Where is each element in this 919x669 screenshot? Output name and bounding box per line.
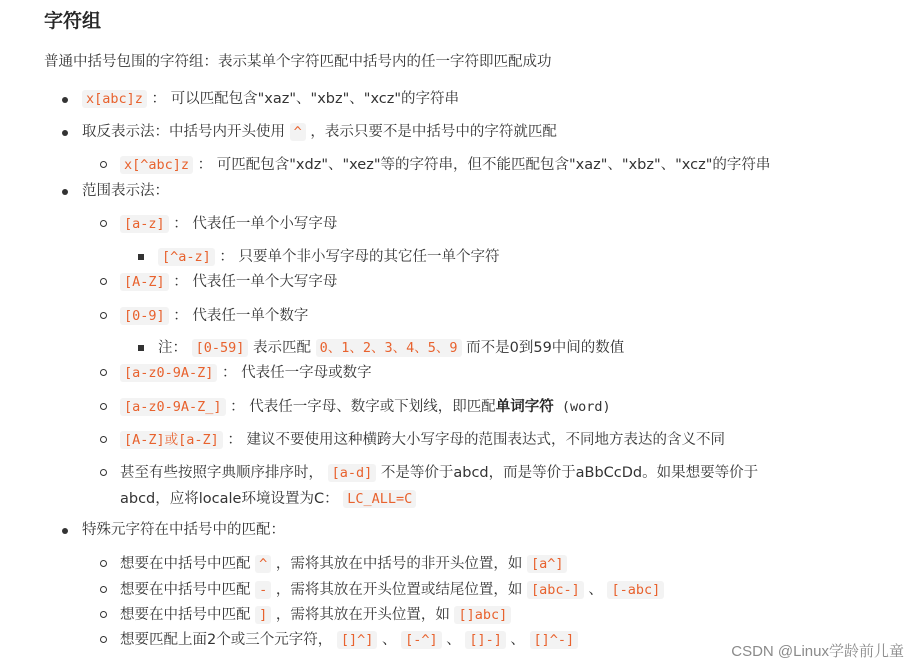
special-hyphen (120, 580, 664, 600)
bullet (62, 97, 68, 103)
item-text: ： 代表任一字母或数字 (217, 365, 372, 381)
item-text: 想要在中括号中匹配 (120, 607, 256, 623)
bold-term: 单词字符 (495, 399, 554, 415)
code-inline: [A-Z] (120, 273, 169, 291)
code-inline: [-abc] (607, 581, 664, 599)
special-caret (120, 554, 567, 574)
item-text: ： 可匹配包含"xdz"、"xez"等的字符串，但不能匹配包含"xaz"、"xbz"、"xcz"的字符串 (193, 157, 771, 173)
bullet (100, 560, 107, 567)
section-heading: 字符组 (44, 10, 102, 32)
code-inline: ^ (255, 555, 271, 573)
item-text: ，表示只要不是中括号中的字符就匹配 (305, 124, 557, 140)
bullet (100, 469, 107, 476)
code-inline: - (255, 581, 271, 599)
code-inline: LC_ALL=C (343, 490, 416, 508)
code-inline: [A-Z]或[a-Z] (120, 431, 223, 449)
item-text: (word) (553, 399, 611, 415)
item-text: ： 代表任一单个大写字母 (168, 274, 338, 290)
item-text: ，需将其放在中括号的非开头位置，如 (271, 556, 527, 572)
code-inline: []^-] (530, 631, 579, 649)
bullet (138, 345, 144, 351)
code-inline: [a-z0-9A-Z] (120, 364, 217, 382)
special-bracket (120, 605, 511, 625)
separator: 、 (583, 582, 608, 598)
code-inline: [0-59] (192, 339, 249, 357)
bullet (138, 254, 144, 260)
bullet (100, 220, 107, 227)
code-inline: ] (255, 606, 271, 624)
code-inline: ^ (290, 123, 306, 141)
bullet (100, 403, 107, 410)
range-uppercase (120, 272, 337, 292)
range-locale-line1 (120, 463, 758, 483)
item-text: ： 建议不要使用这种横跨大小写字母的范围表达式，不同地方表达的含义不同 (222, 432, 725, 448)
item-text: ： 代表任一单个数字 (168, 308, 309, 324)
bullet (100, 586, 107, 593)
code-inline: [0-9] (120, 307, 169, 325)
item-text: 表示匹配 (248, 340, 316, 356)
item-text: 甚至有些按照字典顺序排序时， (120, 465, 328, 481)
special-combined (120, 630, 578, 650)
item-text: ： 代表任一字母、数字或下划线，即匹配 (225, 399, 496, 415)
range-mixed-case (120, 430, 725, 450)
list-item-negation-example (120, 155, 770, 175)
bullet (100, 636, 107, 643)
code-inline: [abc-] (527, 581, 584, 599)
range-word (120, 397, 611, 417)
item-text: 而不是0到59中间的数值 (461, 340, 625, 356)
item-text: 想要在中括号中匹配 (120, 556, 256, 572)
code-inline: [a^] (527, 555, 568, 573)
range-alnum (120, 363, 372, 383)
bullet (100, 312, 107, 319)
code-inline: [^a-z] (158, 248, 215, 266)
item-text: 想要匹配上面2个或三个元字符， (120, 632, 337, 648)
item-text: ： 代表任一单个小写字母 (168, 216, 338, 232)
separator: 、 (441, 632, 466, 648)
bullet (100, 278, 107, 285)
bullet (62, 130, 68, 136)
bullet (100, 436, 107, 443)
item-text: 不是等价于abcd，而是等价于aBbCcDd。如果想要等价于 (376, 465, 759, 481)
code-inline: [a-z] (120, 215, 169, 233)
item-text: abcd，应将locale环境设置为C： (120, 491, 344, 507)
list-item-negation (82, 122, 557, 142)
item-text: 可以匹配包含"xaz"、"xbz"、"xcz"的字符串 (166, 91, 460, 107)
code-inline: []^] (337, 631, 378, 649)
separator: ： (146, 91, 167, 107)
code-inline: x[^abc]z (120, 156, 193, 174)
bullet (100, 611, 107, 618)
bullet (100, 369, 107, 376)
code-inline: x[abc]z (82, 90, 147, 108)
bullet (62, 189, 68, 195)
item-text: ，需将其放在开头位置或结尾位置，如 (271, 582, 527, 598)
range-digit-note (158, 338, 624, 358)
bullet (100, 161, 107, 168)
bullet (62, 528, 68, 534)
watermark: CSDN @Linux学龄前儿童 (731, 643, 904, 660)
range-not-lowercase (158, 247, 500, 267)
code-inline: 0、1、2、3、4、5、9 (316, 339, 462, 357)
item-text: 想要在中括号中匹配 (120, 582, 256, 598)
code-inline: [a-z0-9A-Z_] (120, 398, 226, 416)
range-lowercase (120, 214, 337, 234)
code-inline: []abc] (454, 606, 511, 624)
separator: 、 (505, 632, 530, 648)
item-text: ： 只要单个非小写字母的其它任一单个字符 (214, 249, 500, 265)
code-inline: []-] (465, 631, 506, 649)
list-item-special: 特殊元字符在中括号中的匹配： (82, 522, 285, 538)
code-inline: [a-d] (328, 464, 377, 482)
item-text: ，需将其放在开头位置，如 (271, 607, 455, 623)
note-label: 注： (158, 340, 192, 356)
code-inline: [-^] (401, 631, 442, 649)
list-item-range: 范围表示法： (82, 183, 169, 199)
list-item-abc (82, 89, 459, 109)
item-text: 取反表示法：中括号内开头使用 (82, 124, 290, 140)
range-digit (120, 306, 308, 326)
intro-text: 普通中括号包围的字符组：表示某单个字符匹配中括号内的任一字符即匹配成功 (44, 54, 552, 70)
separator: 、 (377, 632, 402, 648)
range-locale-line2 (120, 489, 416, 509)
